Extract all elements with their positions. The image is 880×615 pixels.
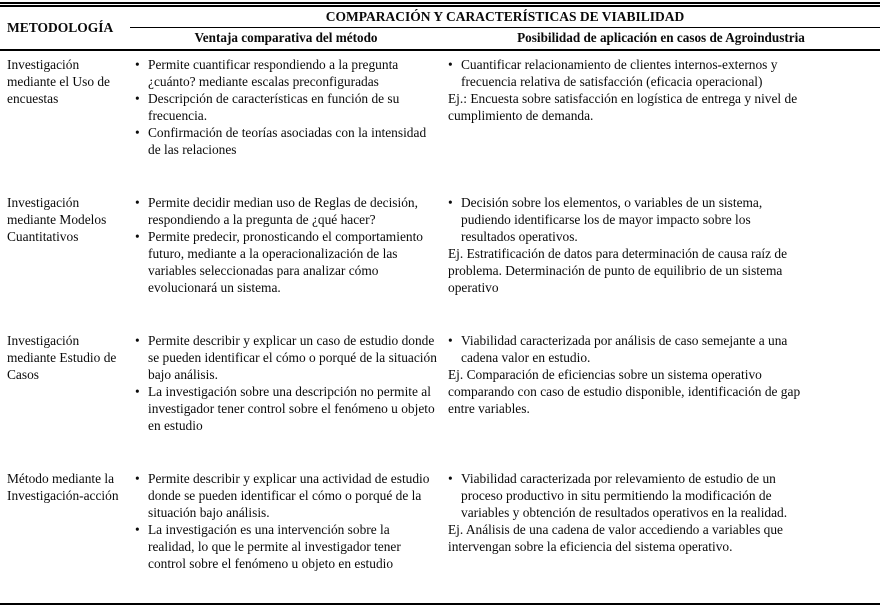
methodology-cell: Método mediante la Investigación-acción [7, 471, 119, 503]
bullet-text: Viabilidad caracterizada por análisis de caso semejante a una cadena valor en estudio. [461, 333, 788, 365]
bullet-text: Permite decidir median uso de Reglas de decisión, respondiendo a la pregunta de ¿qué hacer? [148, 195, 418, 227]
bullet-item [448, 194, 808, 245]
bullet-item [135, 194, 438, 228]
table-row [0, 51, 880, 189]
methodology-comparison-table [0, 2, 880, 605]
methodology-cell: Investigación mediante el Uso de encuestas [7, 57, 110, 106]
table-row [0, 189, 880, 327]
example-text: Ej. Estratificación de datos para determinación de causa raíz de problema. Determinación de punto de equilibrio de un sistema operativo [448, 246, 788, 295]
advantages-cell [130, 194, 442, 327]
advantages-cell [130, 56, 442, 189]
bullet-text: Viabilidad caracterizada por relevamiento de estudio de un proceso productivo in situ permitiendo la modificación de variables y obtención de resultados operativos en la realidad. [461, 471, 788, 520]
bullet-item [135, 56, 438, 90]
header-span-title: COMPARACIÓN Y CARACTERÍSTICAS DE VIABILIDAD [130, 7, 880, 28]
application-cell [442, 470, 880, 603]
advantages-cell [130, 470, 442, 603]
application-cell [442, 194, 880, 327]
table-row [0, 327, 880, 465]
bullet-icon: • [135, 57, 140, 72]
bullet-item [135, 124, 438, 158]
example-text: Ej. Análisis de una cadena de valor accediendo a variables que intervengan sobre la eficiencia del sistema operativo. [448, 522, 783, 554]
bullet-icon: • [135, 229, 140, 244]
bullet-text: Cuantificar relacionamiento de clientes internos-externos y frecuencia relativa de satisfacción (eficacia operacional) [461, 57, 778, 89]
bullet-item [135, 521, 438, 572]
bullet-text: Permite describir y explicar un caso de estudio donde se pueden identificar el cómo o porqué de la situación bajo análisis. [148, 333, 437, 382]
bullet-item [448, 56, 808, 90]
application-cell [442, 332, 880, 465]
header-subrow [130, 28, 880, 49]
example-text: Ej.: Encuesta sobre satisfacción en logística de entrega y nivel de cumplimiento de demanda. [448, 91, 798, 123]
bullet-icon: • [135, 195, 140, 210]
advantages-cell [130, 332, 442, 465]
bullet-icon: • [135, 91, 140, 106]
bullet-item [448, 470, 808, 521]
bullet-icon: • [135, 333, 140, 348]
application-cell [442, 56, 880, 189]
bullet-item [135, 90, 438, 124]
bullet-text: Descripción de características en función de su frecuencia. [148, 91, 400, 123]
bullet-text: Permite cuantificar respondiendo a la pregunta ¿cuánto? mediante escalas preconfiguradas [148, 57, 399, 89]
bullet-item [135, 228, 438, 296]
bullet-icon: • [448, 195, 453, 210]
bullet-icon: • [448, 333, 453, 348]
header-right-group [130, 7, 880, 49]
bullet-icon: • [448, 471, 453, 486]
bullet-item [135, 383, 438, 434]
bullet-text: Permite predecir, pronosticando el comportamiento futuro, mediante a la operacionalización de las variables seleccionadas para analizar cómo evolucionará un sistema. [148, 229, 423, 295]
header-posibilidad: Posibilidad de aplicación en casos de Agroindustria [517, 30, 805, 45]
header-ventaja: Ventaja comparativa del método [194, 30, 378, 45]
bullet-icon: • [448, 57, 453, 72]
bullet-text: La investigación es una intervención sobre la realidad, lo que le permite al investigador tener control sobre el fenómeno u objeto en estudio [148, 522, 401, 571]
table-row [0, 465, 880, 603]
methodology-cell: Investigación mediante Estudio de Casos [7, 333, 117, 382]
example-text: Ej. Comparación de eficiencias sobre un sistema operativo comparando con caso de estudio disponible, identificación de gap entre variables. [448, 367, 801, 416]
bullet-item [135, 332, 438, 383]
methodology-cell: Investigación mediante Modelos Cuantitativos [7, 195, 107, 244]
table-header [0, 7, 880, 51]
bullet-icon: • [135, 384, 140, 399]
bullet-text: La investigación sobre una descripción no permite al investigador tener control sobre el fenómeno u objeto en estudio [148, 384, 435, 433]
bullet-icon: • [135, 522, 140, 537]
header-metodologia: METODOLOGÍA [7, 20, 114, 35]
bullet-icon: • [135, 125, 140, 140]
bullet-text: Permite describir y explicar una actividad de estudio donde se pueden identificar el cómo o porqué de la situación bajo análisis. [148, 471, 430, 520]
bullet-icon: • [135, 471, 140, 486]
bullet-item [448, 332, 808, 366]
bullet-item [135, 470, 438, 521]
bullet-text: Confirmación de teorías asociadas con la intensidad de las relaciones [148, 125, 427, 157]
bullet-text: Decisión sobre los elementos, o variables de un sistema, pudiendo identificarse los de mayor impacto sobre los resultados operativos. [461, 195, 763, 244]
